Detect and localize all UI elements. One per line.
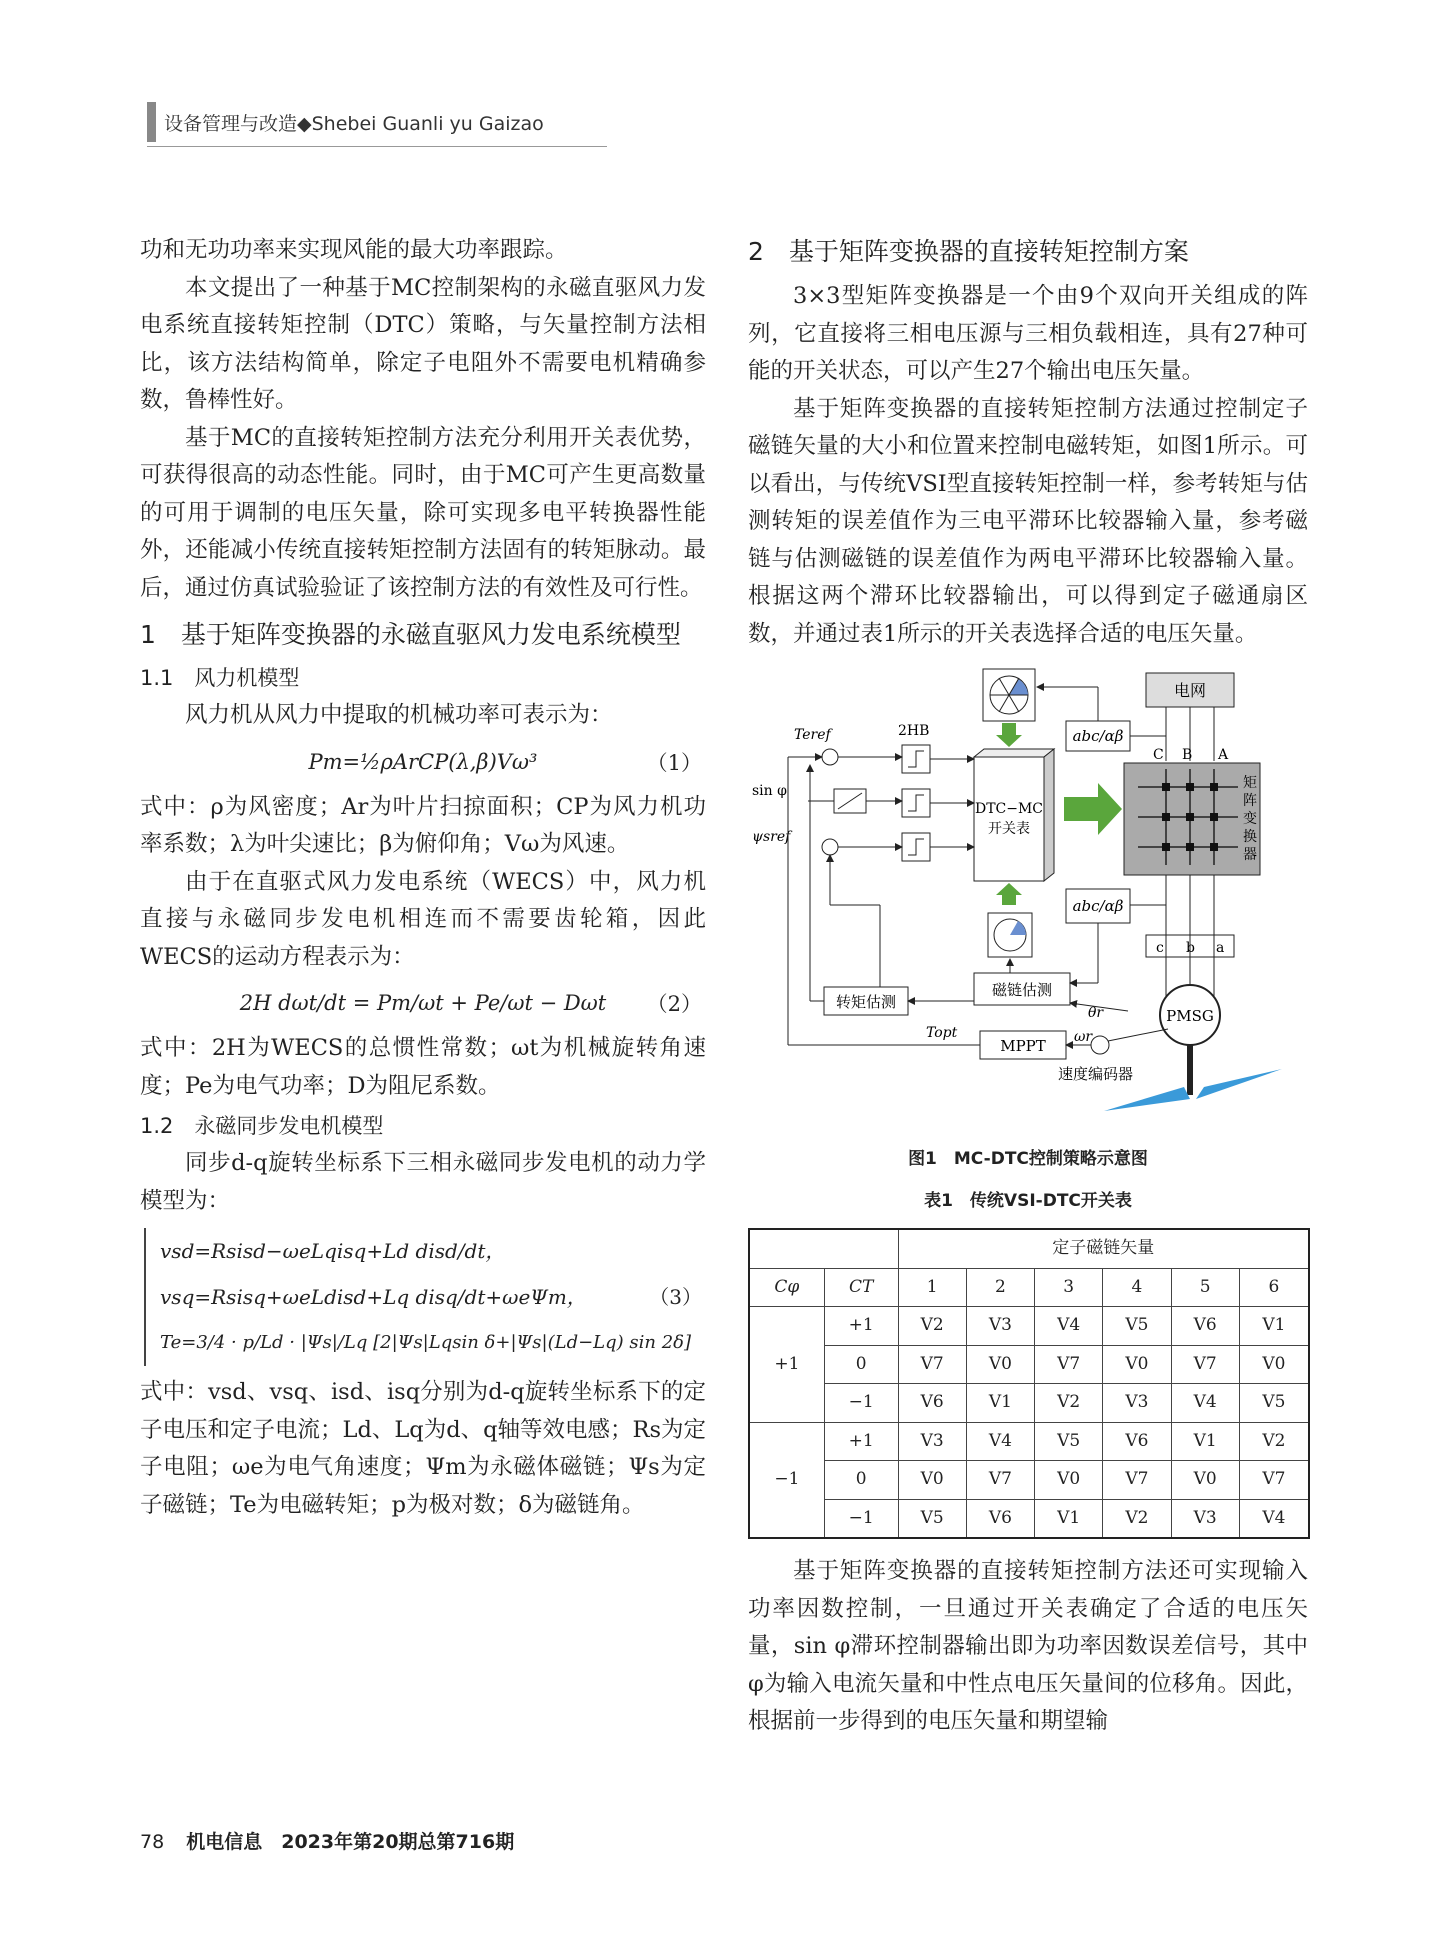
equation-2: [140, 976, 706, 1030]
paragraph: 式中：vsd、vsq、isd、isq分别为d-q旋转坐标系下的定子电压和定子电流；Ld、Lq为d、q轴等效电感；Rs为定子电阻；ωe为电气角速度；Ψm为永磁体磁链；Ψs为定子磁链；Te为电磁转矩；p为极对数；δ为磁链角。: [140, 1379, 706, 1518]
equation-number: （3）: [649, 1285, 702, 1309]
sinphi-label: sin φ: [752, 783, 787, 799]
omega-label: ωr: [1074, 1029, 1093, 1045]
equation-body: 2H dωt/dt = Pm/ωt + Pe/ωt − Dωt: [239, 991, 607, 1015]
encoder-label: 速度编码器: [1058, 1065, 1134, 1083]
dtc-label-2: 开关表: [988, 821, 1030, 837]
table-sector: 1: [898, 1268, 966, 1307]
page-footer: [140, 1827, 514, 1854]
table-cell: +1: [824, 1307, 898, 1346]
table-cell: V2: [898, 1307, 966, 1346]
table-row: [749, 1345, 1309, 1384]
table-header-cphi: Cφ: [749, 1268, 824, 1307]
table-cell: V6: [898, 1384, 966, 1423]
equation-line: vsq=Rsisq+ωeLdisd+Lq disq/dt+ωeΨm，: [160, 1285, 587, 1309]
table-cell: V7: [898, 1345, 966, 1384]
torque-est-label: 转矩估测: [835, 993, 897, 1011]
subsection-heading: 1.1 风力机模型: [140, 666, 300, 690]
hb-label: 2HB: [898, 723, 930, 739]
table-cell: V2: [1103, 1499, 1171, 1538]
right-column: [748, 232, 1308, 1741]
section-heading: 1 基于矩阵变换器的永磁直驱风力发电系统模型: [140, 620, 681, 649]
table-row: [749, 1384, 1309, 1423]
header-rule: [147, 146, 607, 147]
paragraph: 式中：ρ为风密度；Ar为叶片扫掠面积；CP为风力机功率系数；λ为叶尖速比；β为俯仰角；Vω为风速。: [140, 793, 706, 857]
subsection-heading: 1.2 永磁同步发电机模型: [140, 1114, 384, 1138]
phase-C: C: [1153, 747, 1164, 763]
table-cell: V5: [1103, 1307, 1171, 1346]
table-cell: V4: [1239, 1499, 1309, 1538]
table-cell: V7: [966, 1461, 1034, 1500]
table-cell: V3: [966, 1307, 1034, 1346]
mc-char: 换: [1243, 829, 1257, 845]
paragraph: 基于矩阵变换器的直接转矩控制方法通过控制定子磁链矢量的大小和位置来控制电磁转矩，如图1所示。可以看出，与传统VSI型直接转矩控制一样，参考转矩与估测转矩的误差值作为三电平滞环比较器输入量，参考磁链与估测磁链的误差值作为两电平滞环比较器输入量。根据这两个滞环比较器输出，可以得到定子磁通扇区数，并通过表1所示的开关表选择合适的电压矢量。: [748, 395, 1308, 647]
table-cell: V4: [1171, 1384, 1239, 1423]
equation-3: [144, 1228, 706, 1366]
mc-char: 阵: [1243, 793, 1257, 809]
mc-char: 变: [1243, 811, 1257, 827]
table-cell: V0: [1035, 1461, 1103, 1500]
equation-number: （1）: [646, 750, 702, 775]
equation-body: Pm=½ρArCP(λ,β)Vω³: [308, 749, 538, 774]
grid-label: 电网: [1173, 681, 1207, 700]
table-cell: −1: [824, 1499, 898, 1538]
table-cell: −1: [749, 1422, 824, 1538]
table-row: [749, 1499, 1309, 1538]
equation-1: [140, 735, 706, 789]
table-cell: V3: [1103, 1384, 1171, 1423]
paragraph: 同步d-q旋转坐标系下三相永磁同步发电机的动力学模型为：: [140, 1150, 706, 1214]
table-cell: V5: [1035, 1422, 1103, 1461]
flux-est-label: 磁链估测: [991, 981, 1053, 999]
left-column: [140, 232, 706, 1524]
table-cell: −1: [824, 1384, 898, 1423]
table-cell: 0: [824, 1461, 898, 1500]
mppt-label: MPPT: [1000, 1037, 1046, 1055]
table-row: [749, 1307, 1309, 1346]
paragraph: 本文提出了一种基于MC控制架构的永磁直驱风力发电系统直接转矩控制（DTC）策略，与矢量控制方法相比，该方法结构简单，除定子电阻外不需要电机精确参数，鲁棒性好。: [140, 274, 706, 413]
phase-a: a: [1216, 940, 1225, 956]
table-cell: V2: [1035, 1384, 1103, 1423]
phase-c: c: [1156, 940, 1164, 956]
mc-char: 矩: [1243, 775, 1257, 791]
page-number: 78: [140, 1831, 165, 1853]
table-sector: 6: [1239, 1268, 1309, 1307]
paragraph: 基于矩阵变换器的直接转矩控制方法还可实现输入功率因数控制，一旦通过开关表确定了合适的电压矢量，sin φ滞环控制器输出即为功率因数误差信号，其中φ为输入电流矢量和中性点电压矢量间的位移角。因此，根据前一步得到的电压矢量和期望输: [748, 1558, 1308, 1734]
figure-caption: 图1 MC-DTC控制策略示意图: [908, 1149, 1148, 1169]
equation-line: Te=3/4 · p/Ld · |Ψs|/Lq [2|Ψs|Lqsin δ+|Ψs|(Ld−Lq) sin 2δ]: [160, 1332, 692, 1353]
table-cell: V6: [1171, 1307, 1239, 1346]
table-cell: V0: [898, 1461, 966, 1500]
dtc-label-1: DTC−MC: [974, 801, 1044, 817]
table-cell: V4: [966, 1422, 1034, 1461]
header-bar: [147, 102, 156, 142]
table-cell: 0: [824, 1345, 898, 1384]
table-cell: V7: [1103, 1461, 1171, 1500]
table-cell: V5: [1239, 1384, 1309, 1423]
table-row: [749, 1422, 1309, 1461]
running-header: [147, 100, 544, 144]
switch-table: [748, 1228, 1310, 1539]
phase-b: b: [1186, 940, 1195, 956]
abc-ab-top: abc/αβ: [1072, 727, 1124, 745]
mc-char: 器: [1243, 847, 1257, 863]
table-cell: V1: [1171, 1422, 1239, 1461]
table-cell: V6: [1103, 1422, 1171, 1461]
table-row: [749, 1461, 1309, 1500]
table-cell: V3: [1171, 1499, 1239, 1538]
journal-info: 机电信息 2023年第20期总第716期: [186, 1831, 515, 1853]
theta-label: θr: [1088, 1005, 1104, 1021]
paragraph: 由于在直驱式风力发电系统（WECS）中，风力机直接与永磁同步发电机相连而不需要齿轮箱，因此WECS的运动方程表示为：: [140, 868, 706, 970]
table-cell: V3: [898, 1422, 966, 1461]
table-cell: +1: [749, 1307, 824, 1423]
abc-ab-bottom: abc/αβ: [1072, 897, 1124, 915]
equation-line: vsd=Rsisd−ωeLqisq+Ld disd/dt，: [160, 1239, 506, 1263]
psi-ref-label: ψsref: [752, 829, 791, 845]
table-cell: V7: [1171, 1345, 1239, 1384]
table-sector: 2: [966, 1268, 1034, 1307]
paragraph: 功和无功功率来实现风能的最大功率跟踪。: [140, 237, 568, 263]
phase-B: B: [1182, 747, 1193, 763]
table-cell: V1: [966, 1384, 1034, 1423]
table-sector: 3: [1035, 1268, 1103, 1307]
table-cell: V1: [1239, 1307, 1309, 1346]
table-cell: V0: [1103, 1345, 1171, 1384]
section-heading: 2 基于矩阵变换器的直接转矩控制方案: [748, 237, 1189, 266]
equation-number: （2）: [646, 992, 702, 1016]
te-ref-label: Teref: [794, 727, 831, 743]
table-header-ct: CT: [824, 1268, 898, 1307]
table-cell: V5: [898, 1499, 966, 1538]
paragraph: 式中：2H为WECS的总惯性常数；ωt为机械旋转角速度；Pe为电气功率；D为阻尼系数。: [140, 1035, 706, 1099]
header-title: 设备管理与改造◆Shebei Guanli yu Gaizao: [164, 112, 544, 135]
table-cell: V4: [1035, 1307, 1103, 1346]
pmsg-label: PMSG: [1166, 1007, 1214, 1025]
table-cell: V6: [966, 1499, 1034, 1538]
table-corner: [749, 1229, 898, 1268]
phase-A: A: [1218, 747, 1229, 763]
table-cell: V2: [1239, 1422, 1309, 1461]
table-cell: V0: [1171, 1461, 1239, 1500]
table-cell: V7: [1035, 1345, 1103, 1384]
table-cell: V0: [1239, 1345, 1309, 1384]
table-sector: 4: [1103, 1268, 1171, 1307]
table-cell: V0: [966, 1345, 1034, 1384]
figure-1-diagram: [748, 665, 1308, 1135]
table-cell: +1: [824, 1422, 898, 1461]
paragraph: 3×3型矩阵变换器是一个由9个双向开关组成的阵列，它直接将三相电压源与三相负载相连，具有27种可能的开关状态，可以产生27个输出电压矢量。: [748, 283, 1308, 384]
table-sector: 5: [1171, 1268, 1239, 1307]
topt-label: Topt: [926, 1025, 958, 1041]
table-top-header: 定子磁链矢量: [898, 1229, 1309, 1268]
paragraph: 基于MC的直接转矩控制方法充分利用开关表优势，可获得很高的动态性能。同时，由于MC可产生更高数量的可用于调制的电压矢量，除可实现多电平转换器性能外，还能减小传统直接转矩控制方法固有的转矩脉动。最后，通过仿真试验验证了该控制方法的有效性及可行性。: [140, 424, 706, 601]
table-cell: V1: [1035, 1499, 1103, 1538]
table-cell: V7: [1239, 1461, 1309, 1500]
paragraph: 风力机从风力中提取的机械功率可表示为：: [185, 702, 613, 728]
table-caption: 表1 传统VSI-DTC开关表: [924, 1190, 1132, 1211]
